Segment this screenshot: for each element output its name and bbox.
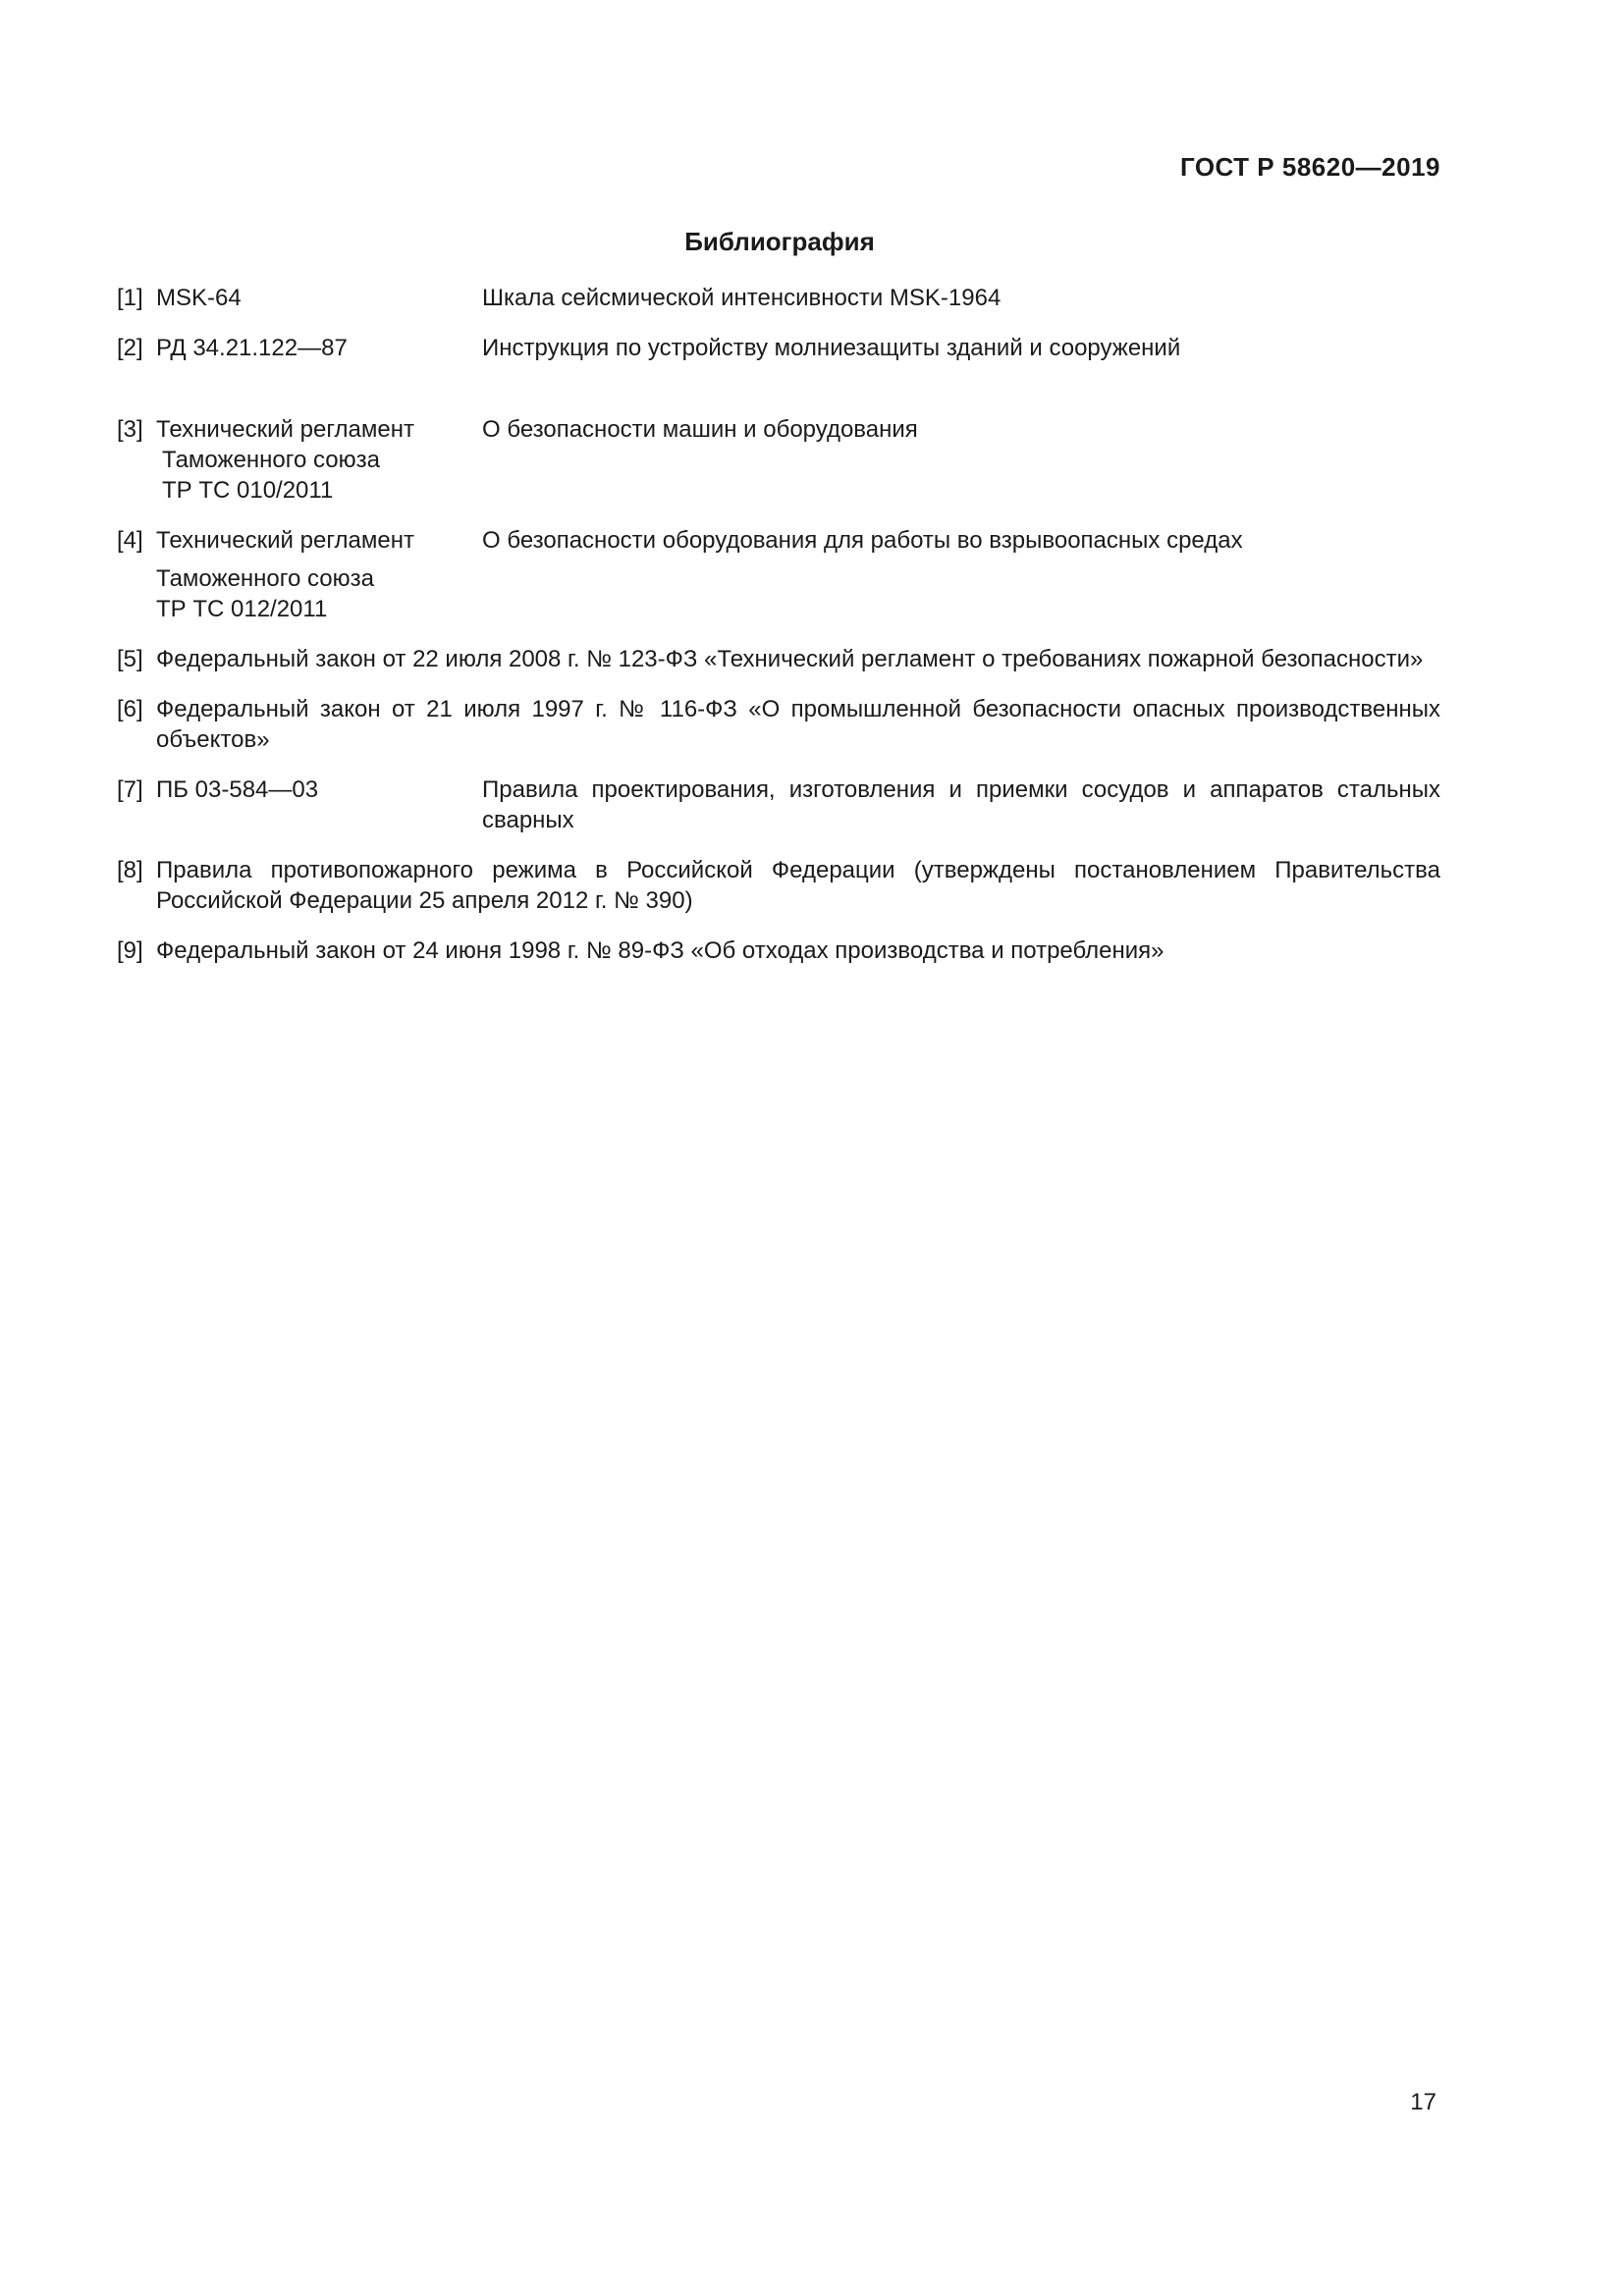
entry-reference: [117, 414, 482, 506]
bibliography-entry-9: [117, 935, 1440, 966]
entry-number: [3]: [117, 416, 143, 443]
entry-title: Правила проектирования, изготовления и приемки сосудов и аппаратов стальных сварных: [482, 776, 1440, 833]
entry-number: [2]: [117, 335, 143, 361]
bibliography-entry-1: [117, 283, 1440, 313]
page-title: Библиография: [684, 227, 875, 256]
entry-reference-line: ТР ТС 012/2011: [156, 596, 328, 622]
entry-reference: [117, 333, 482, 363]
entry-number: [5]: [117, 646, 143, 672]
entry-reference-line: Технический регламент: [156, 527, 414, 554]
entry-reference-line: Технический регламент: [156, 416, 414, 443]
entry-reference-line: ПБ 03-584—03: [156, 776, 319, 803]
bibliography-entry-7: [117, 774, 1440, 835]
bibliography-entry-6: [117, 694, 1440, 755]
bibliography-entry-2: [117, 333, 1440, 363]
entry-reference: [117, 283, 482, 313]
bibliography-entry-5: [117, 644, 1440, 674]
entry-reference: [117, 525, 482, 624]
entry-reference-line: Таможенного союза: [162, 447, 380, 473]
entry-title: Шкала сейсмической интенсивности MSK-1964: [482, 285, 1001, 311]
entry-reference-line: Таможенного союза: [156, 565, 374, 592]
entry-number: [6]: [117, 696, 143, 722]
entry-number: [9]: [117, 937, 143, 964]
entry-title: О безопасности машин и оборудования: [482, 416, 918, 443]
entry-reference-line: РД 34.21.122—87: [156, 335, 348, 361]
entry-reference-line: MSK-64: [156, 285, 242, 311]
page-number: 17: [1410, 2089, 1436, 2115]
entry-number: [4]: [117, 527, 143, 554]
document-code: ГОСТ Р 58620—2019: [1179, 152, 1440, 182]
entry-number: [7]: [117, 776, 143, 803]
entry-reference: [117, 774, 482, 835]
entry-title: О безопасности оборудования для работы во взрывоопасных средах: [482, 527, 1243, 554]
entry-text: Федеральный закон от 22 июля 2008 г. № 123-ФЗ «Технический регламент о требованиях пожарной безопасности»: [156, 646, 1424, 672]
bibliography-entry-8: [117, 855, 1440, 916]
entry-reference-line: ТР ТС 010/2011: [162, 477, 334, 504]
entry-text: Правила противопожарного режима в Российской Федерации (утверждены постановлением Правительства Российской Федерации 25 апреля 2012 г. № 390): [156, 857, 1440, 914]
entry-title: Инструкция по устройству молниезащиты зданий и сооружений: [482, 335, 1181, 361]
bibliography-entry-3: [117, 414, 1440, 506]
bibliography-entry-4: [117, 525, 1440, 624]
entry-number: [1]: [117, 285, 143, 311]
entry-text: Федеральный закон от 24 июня 1998 г. № 89-ФЗ «Об отходах производства и потребления»: [156, 937, 1164, 964]
entry-number: [8]: [117, 857, 143, 883]
entry-text: Федеральный закон от 21 июля 1997 г. № 116-ФЗ «О промышленной безопасности опасных производственных объектов»: [156, 696, 1440, 753]
bibliography-list: [117, 283, 1440, 986]
